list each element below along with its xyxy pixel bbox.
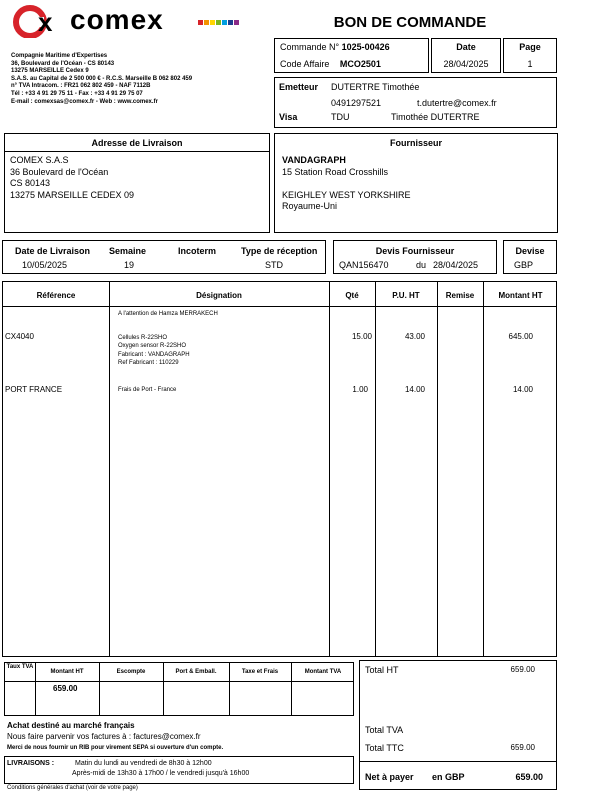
logo-color-dot xyxy=(210,20,215,25)
supplier-quote-label: Devis Fournisseur xyxy=(375,246,455,256)
tva-header-amount-tva: Montant TVA xyxy=(304,669,342,675)
supplier-address-line: KEIGHLEY WEST YORKSHIRE xyxy=(282,189,411,200)
currency-label: Devise xyxy=(515,246,545,256)
rib-note: Merci de nous fournir un RIB pour virement SEPA si ouverture d'un compte. xyxy=(7,745,224,751)
col-header-unit-price: P.U. HT xyxy=(392,291,420,300)
col-header-amount: Montant HT xyxy=(498,291,543,300)
affaire-label: Code Affaire xyxy=(280,59,330,69)
total-ttc: 659.00 xyxy=(510,743,535,752)
col-header-discount: Remise xyxy=(445,291,475,300)
page-label: Page xyxy=(519,42,541,52)
logo-color-dot xyxy=(222,20,227,25)
row-unit-price: 14.00 xyxy=(404,385,425,394)
emetteur-phone: 0491297521 xyxy=(331,98,382,108)
logo-color-dots xyxy=(198,20,240,26)
row-qty: 15.00 xyxy=(351,332,372,341)
emetteur-name: DUTERTRE Timothée xyxy=(331,82,420,92)
page-box xyxy=(503,38,557,73)
order-number-label: Commande N° xyxy=(280,42,340,52)
visa-name: Timothée DUTERTRE xyxy=(391,112,480,122)
supplier-name: VANDAGRAPH xyxy=(282,155,346,165)
supplier-quote-number: QAN156470 xyxy=(339,260,389,270)
delivery-address-line: 13275 MARSEILLE CEDEX 09 xyxy=(10,189,135,200)
tva-amount-ht: 659.00 xyxy=(53,684,78,693)
delivery-hours-morning: Matin du lundi au vendredi de 8h30 à 12h00 xyxy=(75,760,212,767)
emetteur-box xyxy=(274,77,557,128)
delivery-info-box xyxy=(2,240,326,274)
row-ref: PORT FRANCE xyxy=(5,385,63,394)
supplier-quote-date: 28/04/2025 xyxy=(433,260,479,270)
incoterm-label: Incoterm xyxy=(178,246,217,256)
supplier-quote-du: du xyxy=(416,260,427,270)
order-number-box xyxy=(274,38,429,73)
logo-color-dot xyxy=(216,20,221,25)
net-to-pay-label: Net à payer xyxy=(365,772,414,782)
visa-code: TDU xyxy=(331,112,350,122)
company-line: S.A.S. au Capital de 2 500 000 € - R.C.S. Marseille B 062 802 459 xyxy=(11,75,193,82)
total-ttc-label: Total TTC xyxy=(365,743,404,753)
col-header-quantity: Qté xyxy=(345,291,359,300)
logo-text: comex xyxy=(70,4,164,35)
delivery-date-label: Date de Livraison xyxy=(15,246,91,256)
reception-type-label: Type de réception xyxy=(241,246,318,256)
supplier-title: Fournisseur xyxy=(389,138,442,148)
company-info xyxy=(11,53,271,106)
emetteur-label: Emetteur xyxy=(279,82,319,92)
emetteur-email[interactable]: t.dutertre@comex.fr xyxy=(417,98,497,108)
order-lines-table xyxy=(2,281,557,657)
row-designation-line: Oxygen sensor R-22SHO xyxy=(118,343,187,350)
tva-header-shipping: Port & Emball. xyxy=(175,669,217,675)
supplier-quote-box xyxy=(333,240,497,274)
delivery-hours-label: LIVRAISONS : xyxy=(7,760,55,767)
order-date-label: Date xyxy=(456,42,476,52)
net-to-pay: 659.00 xyxy=(515,772,543,782)
comex-logo xyxy=(8,4,240,38)
tva-table xyxy=(4,662,354,716)
company-line: 13275 MARSEILLE Cedex 9 xyxy=(11,68,89,75)
attention-note: A l'attention de Hamza MERRAKECH xyxy=(118,311,218,317)
row-designation-line: Ref Fabricant : 110229 xyxy=(118,359,179,366)
company-line: Compagnie Maritime d'Expertises xyxy=(11,53,108,59)
supplier-box xyxy=(274,133,558,233)
delivery-address-line: CS 80143 xyxy=(10,178,51,188)
delivery-address-title: Adresse de Livraison xyxy=(91,138,183,148)
row-designation-line: Frais de Port - France xyxy=(118,387,177,393)
logo-color-dot xyxy=(198,20,203,25)
affaire-code: MCO2501 xyxy=(339,59,381,69)
company-line: n° TVA Intracom. : FR21 062 802 459 - NAF 7112B xyxy=(11,83,151,90)
totals-box xyxy=(359,660,557,790)
order-number: 1025-00426 xyxy=(341,42,390,52)
week-label: Semaine xyxy=(109,246,147,256)
row-unit-price: 43.00 xyxy=(404,332,425,341)
row-amount: 645.00 xyxy=(508,332,533,341)
supplier-address-line xyxy=(282,178,411,190)
logo-color-dot xyxy=(228,20,233,25)
tva-header-amount-ht: Montant HT xyxy=(50,669,84,675)
tva-header-discount: Escompte xyxy=(116,669,146,675)
week-number: 19 xyxy=(124,260,135,270)
terms-conditions-link[interactable]: Conditions générales d'achat (voir de votre page) xyxy=(7,785,138,791)
row-qty: 1.00 xyxy=(352,385,368,394)
company-line: Tél : +33 4 91 29 75 11 - Fax : +33 4 91 29 75 07 xyxy=(11,90,143,97)
logo-color-dot xyxy=(234,20,239,25)
order-date: 28/04/2025 xyxy=(443,59,489,69)
row-amount: 14.00 xyxy=(512,385,533,394)
row-ref: CX4040 xyxy=(5,332,34,341)
delivery-hours-afternoon: Après-midi de 13h30 à 17h00 / le vendredi jusqu'à 16h00 xyxy=(72,770,250,777)
document-title: BON DE COMMANDE xyxy=(333,14,487,31)
company-line: 36, Boulevard de l'Océan - CS 80143 xyxy=(11,60,115,67)
total-ht-label: Total HT xyxy=(365,665,399,675)
delivery-address-line: 36 Boulevard de l'Océan xyxy=(10,166,109,177)
delivery-address-line: COMEX S.A.S xyxy=(10,155,69,165)
order-date-box xyxy=(431,38,501,73)
currency-value: GBP xyxy=(514,260,534,270)
delivery-hours-box xyxy=(4,756,354,784)
reception-type: STD xyxy=(265,260,283,270)
svg-text:x: x xyxy=(38,7,53,37)
company-line: E-mail : comexsas@comex.fr - Web : www.comex.fr xyxy=(11,98,158,105)
french-market-note: Achat destiné au marché français xyxy=(7,721,135,730)
net-to-pay-currency: en GBP xyxy=(432,772,465,782)
total-ht: 659.00 xyxy=(510,665,535,674)
tva-header-taxes: Taxe et Frais xyxy=(241,669,279,675)
col-header-designation: Désignation xyxy=(196,291,242,300)
supplier-address-line: Royaume-Uni xyxy=(282,201,338,211)
logo-color-dot xyxy=(204,20,209,25)
invoice-address-note: Nous faire parvenir vos factures à : factures@comex.fr xyxy=(7,732,201,741)
col-header-reference: Référence xyxy=(36,291,76,300)
tva-header-rate: Taux TVA xyxy=(6,664,34,670)
total-tva-label: Total TVA xyxy=(365,725,404,735)
row-designation-line: Cellules R-22SHO xyxy=(118,335,168,341)
delivery-date: 10/05/2025 xyxy=(22,260,68,270)
visa-label: Visa xyxy=(279,112,298,122)
currency-box xyxy=(503,240,557,274)
row-designation-line: Fabricant : VANDAGRAPH xyxy=(118,351,190,358)
supplier-address-line: 15 Station Road Crosshills xyxy=(282,166,389,177)
page-number: 1 xyxy=(527,59,533,69)
delivery-address-box xyxy=(4,133,270,233)
